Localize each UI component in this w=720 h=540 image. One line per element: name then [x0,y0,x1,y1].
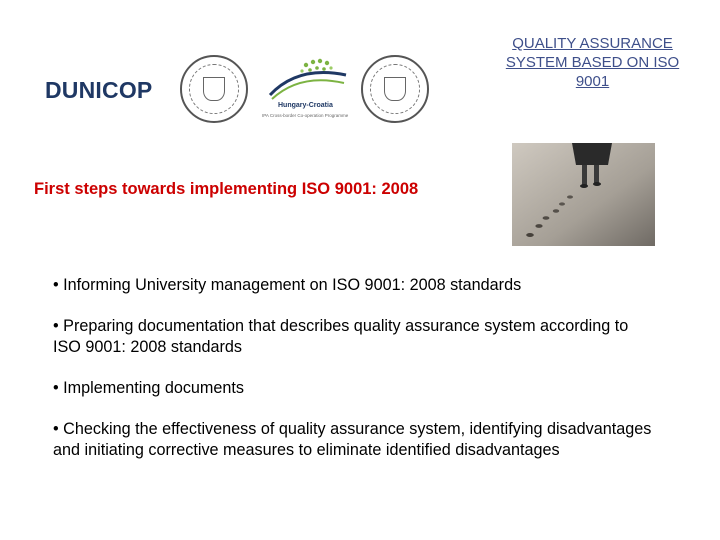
list-item: • Informing University management on ISO 9001: 2008 standards [53,276,522,294]
section-heading: First steps towards implementing ISO 9001: 2008 [34,180,419,198]
university-seal-icon [180,55,248,123]
quality-assurance-title-link[interactable]: QUALITY ASSURANCE SYSTEM BASED ON ISO 9001 [505,35,680,90]
partner-name: Hungary-Croatia [278,102,333,109]
partner-programme: IPA Cross-border Co-operation Programme [262,113,349,118]
footsteps-photo-icon [512,143,655,246]
dunicop-logo-text: DUNICOP [45,77,153,103]
list-item: • Preparing documentation that describes quality assurance system according to ISO 9001: 2008 standards [53,317,629,356]
list-item: • Implementing documents [53,379,245,397]
faculty-seal-icon [361,55,429,123]
list-item: • Checking the effectiveness of quality assurance system, identifying disadvantages and initiating corrective measures to eliminate identified disadvantages [53,420,652,459]
steps-list [53,275,653,481]
